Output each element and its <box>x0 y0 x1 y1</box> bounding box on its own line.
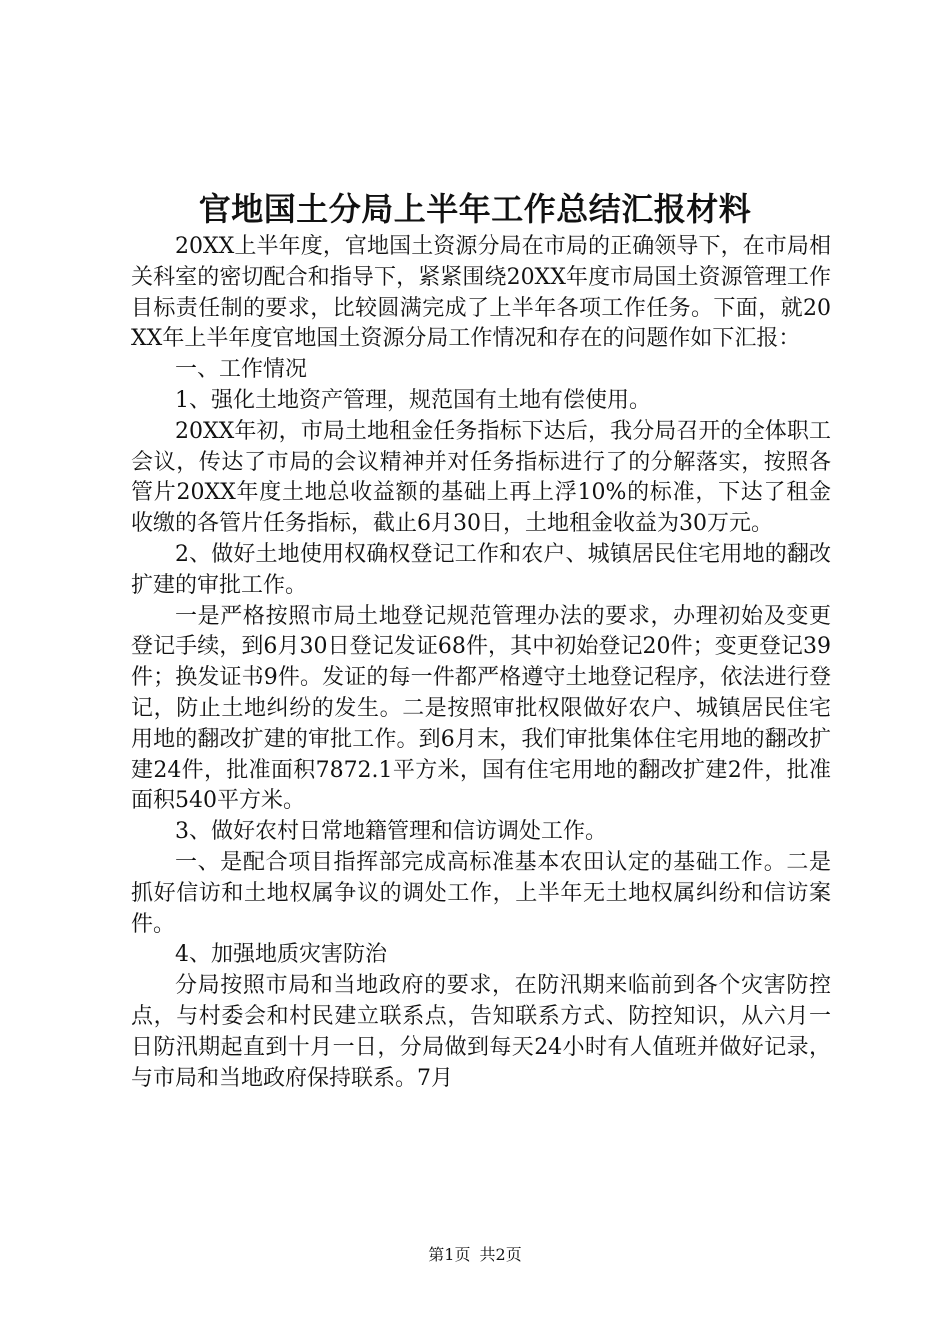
paragraph-land-rent: 20XX年初，市局土地租金任务指标下达后，我分局召开的全体职工会议，传达了市局的会议精神并对任务指标进行了的分解落实，按照各管片20XX年度土地总收益额的基础上再上浮10%的标准，下达了租金收缴的各管片任务指标，截止6月30日，土地租金收益为30万元。 <box>131 418 831 537</box>
page-total: 共2页 <box>479 1245 522 1264</box>
section-heading-work-status: 一、工作情况 <box>175 357 308 383</box>
subheading-land-asset-management: 1、强化土地资产管理，规范国有土地有偿使用。 <box>175 387 651 413</box>
paragraph-registration-details: 一是严格按照市局土地登记规范管理办法的要求，办理初始及变更登记手续，到6月30日登记发证68件，其中初始登记20件；变更登记39件；换发证书9件。发证的每一件都严格遵守土地登记程序，依法进行登记，防止土地纠纷的发生。二是按照审批权限做好农户、城镇居民住宅用地的翻改扩建的审批工作。到6月末，我们审批集体住宅用地的翻改扩建24件，批准面积7872.1平方米，国有住宅用地的翻改扩建2件，批准面积540平方米。 <box>131 603 831 814</box>
subheading-disaster-prevention: 4、加强地质灾害防治 <box>175 942 387 968</box>
subheading-cadastral-petition: 3、做好农村日常地籍管理和信访调处工作。 <box>175 819 607 845</box>
paragraph-cadastral-details: 一、是配合项目指挥部完成高标准基本农田认定的基础工作。二是抓好信访和土地权属争议的调处工作，上半年无土地权属纠纷和信访案件。 <box>131 849 831 937</box>
paragraph-disaster-details: 分局按照市局和当地政府的要求，在防汛期来临前到各个灾害防控点，与村委会和村民建立联系点，告知联系方式、防控知识，从六月一日防汛期起直到十月一日，分局做到每天24小时有人值班并做好记录，与市局和当地政府保持联系。7月 <box>131 973 831 1091</box>
document-title: 官地国土分局上半年工作总结汇报材料 <box>198 190 752 228</box>
subheading-land-registration: 2、做好土地使用权确权登记工作和农户、城镇居民住宅用地的翻改扩建的审批工作。 <box>131 541 831 598</box>
page-footer <box>0 1244 950 1266</box>
paragraph-intro: 20XX上半年度，官地国土资源分局在市局的正确领导下，在市局相关科室的密切配合和指导下，紧紧围绕20XX年度市局国土资源管理工作目标责任制的要求，比较圆满完成了上半年各项工作任务。下面，就20XX年上半年度官地国土资源分局工作情况和存在的问题作如下汇报： <box>131 234 831 352</box>
document-body <box>131 232 831 1094</box>
page-number: 第1页 <box>428 1245 471 1264</box>
